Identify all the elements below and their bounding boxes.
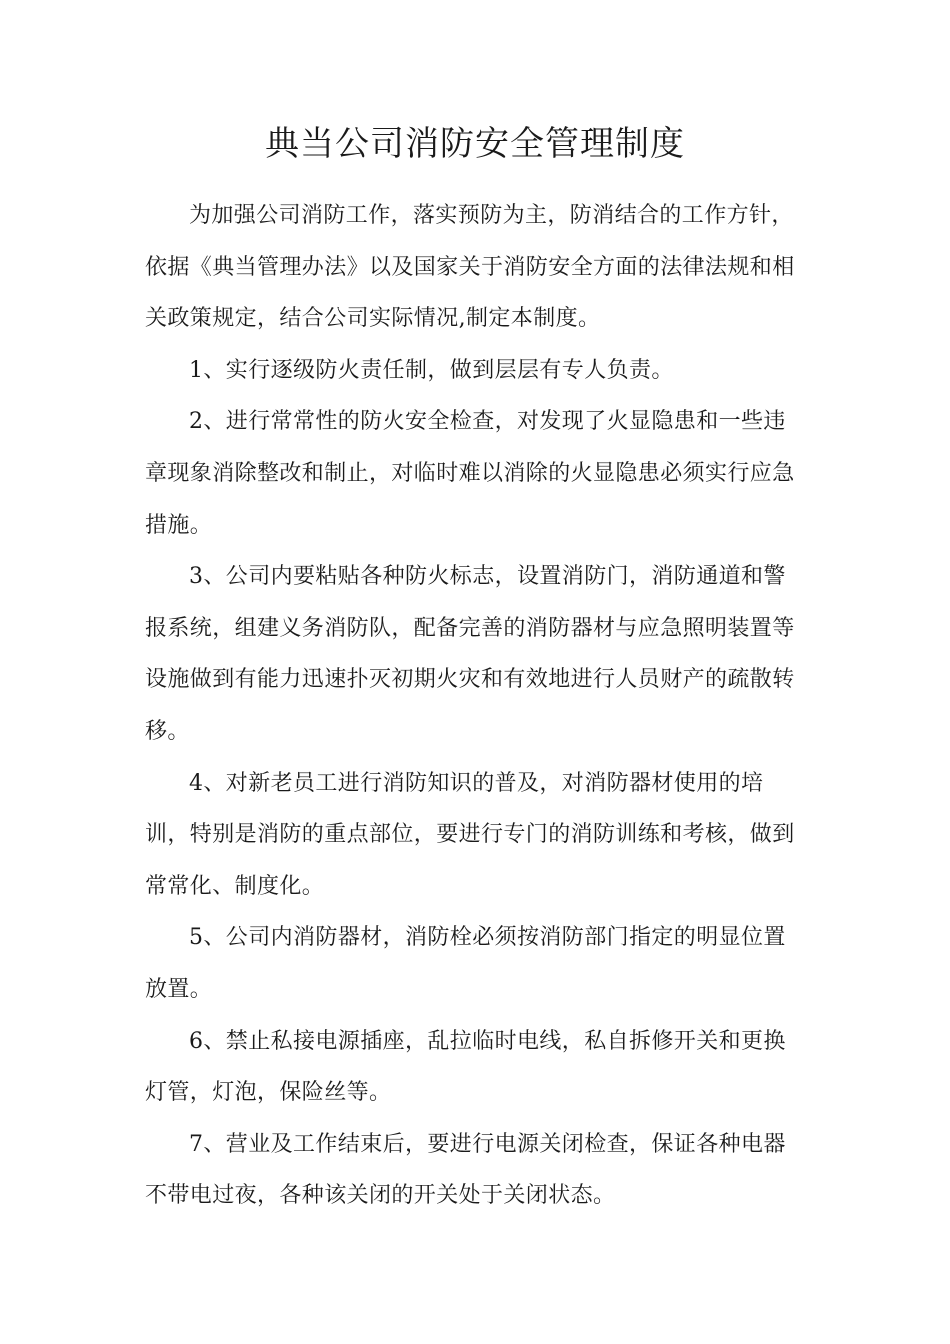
document-body bbox=[145, 190, 807, 1222]
document-title: 典当公司消防安全管理制度 bbox=[265, 124, 685, 164]
intro-paragraph: 为加强公司消防工作，落实预防为主，防消结合的工作方针，依据《典当管理办法》以及国家关于消防安全方面的法律法规和相关政策规定，结合公司实际情况,制定本制度。 bbox=[145, 203, 795, 332]
rule-1-paragraph: 1、实行逐级防火责任制，做到层层有专人负责。 bbox=[189, 357, 674, 383]
rule-4-paragraph: 4、对新老员工进行消防知识的普及，对消防器材使用的培训，特别是消防的重点部位，要进行专门的消防训练和考核，做到常常化、制度化。 bbox=[145, 770, 795, 899]
rule-3-paragraph: 3、公司内要粘贴各种防火标志，设置消防门，消防通道和警报系统，组建义务消防队，配备完善的消防器材与应急照明装置等设施做到有能力迅速扑灭初期火灾和有效地进行人员财产的疏散转移。 bbox=[145, 564, 795, 744]
rule-5-paragraph: 5、公司内消防器材，消防栓必须按消防部门指定的明显位置放置。 bbox=[145, 925, 786, 1002]
rule-2-paragraph: 2、进行常常性的防火安全检查，对发现了火显隐患和一些违章现象消除整改和制止，对临时难以消除的火显隐患必须实行应急措施。 bbox=[145, 409, 795, 538]
rule-6-paragraph: 6、禁止私接电源插座，乱拉临时电线，私自拆修开关和更换灯管，灯泡，保险丝等。 bbox=[145, 1028, 786, 1106]
rule-7-paragraph: 7、营业及工作结束后，要进行电源关闭检查，保证各种电器不带电过夜，各种该关闭的开关处于关闭状态。 bbox=[145, 1131, 786, 1209]
